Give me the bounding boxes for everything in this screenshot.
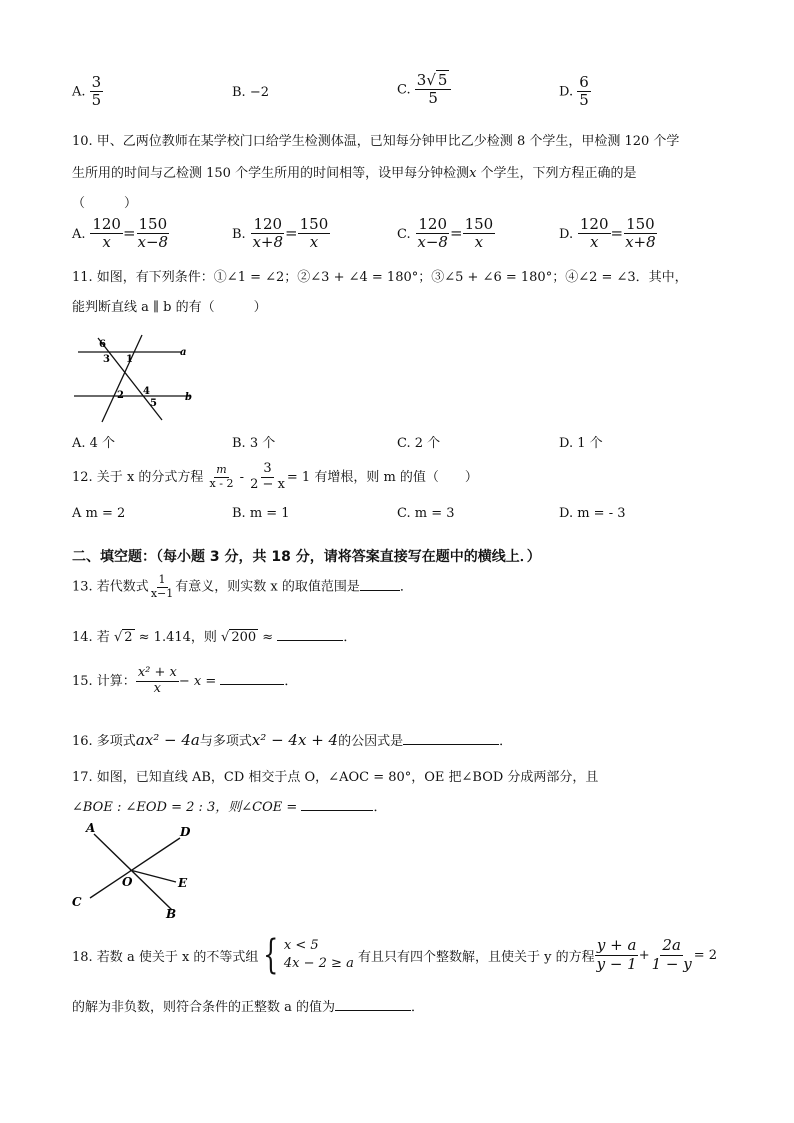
q9-option-d: D. $\frac{6}{5}$ (559, 73, 589, 110)
fig-label-D: D (180, 825, 191, 839)
fig-label-5: 5 (150, 398, 157, 409)
fig-label-1: 1 (126, 354, 133, 365)
fig-label-6: 6 (99, 339, 106, 350)
inequality-system: x < 5 4x − 2 ≥ a (283, 938, 354, 971)
fig-label-B: B (166, 907, 177, 921)
q11-figure (70, 330, 200, 425)
answer-blank (335, 998, 411, 1011)
q10-option-c: C. $\frac{120}{x-8}$ = $\frac{150}{x}$ (397, 215, 494, 252)
answer-blank (403, 732, 499, 745)
q15: 15. 计算： $\frac{\text{x² + x}}{x}$ − x = ． (72, 665, 298, 696)
fig-label-2: 2 (117, 390, 124, 401)
fig-label-a: a (180, 347, 187, 358)
fraction: $\frac{3√ 5}{5}$ (415, 72, 452, 108)
q13: 13. 若代数式 $\frac{1}{x-1}$ 有意义，则实数 x 的取值范围是 ． (72, 573, 413, 600)
answer-blank (360, 578, 400, 591)
q11-line2: 能判断直线 a ∥ b 的有（ ） (72, 300, 267, 315)
q9-option-b: B. −2 (232, 85, 269, 100)
q10-line2: 生所用的时间与乙检测 150 个学生所用的时间相等，设甲每分钟检测x 个学生，下列方程正确的是 (72, 166, 637, 181)
q12-option-c: C. m = 3 (397, 506, 455, 521)
fig-label-3: 3 (103, 354, 110, 365)
q17-line1: 17. 如图，已知直线 AB，CD 相交于点 O，∠AOC = 80°，OE 把∠BOD 分成两部分，且 (72, 770, 599, 785)
q11-line1: 11. 如图，有下列条件：①∠1 = ∠2；②∠3 + ∠4 = 180°；③∠5 + ∠6 = 180°；④∠2 = ∠3．其中， (72, 270, 688, 285)
q12-option-d: D. m = - 3 (559, 506, 626, 521)
fig-label-b: b (185, 392, 192, 403)
q10-paren: （ ） (72, 196, 138, 211)
q10-option-d: D. $\frac{120}{x}$ = $\frac{150}{x+8}$ (559, 215, 656, 252)
answer-blank (277, 628, 343, 641)
q17-figure (68, 818, 208, 926)
fig-label-4: 4 (143, 386, 150, 397)
fraction: $\frac{3}{5}$ (91, 73, 102, 110)
q10-option-a: A. $\frac{120}{x}$ = $\frac{150}{x-8}$ (72, 215, 169, 252)
fig-label-C: C (72, 895, 82, 909)
q11-option-c: C. 2 个 (397, 436, 441, 451)
q11-option-a: A. 4 个 (72, 436, 116, 451)
q9-option-c: C. $\frac{3√ 5}{5}$ (397, 72, 451, 108)
q17-line2: ∠BOE : ∠EOD = 2 : 3，则∠COE = ． (72, 800, 387, 815)
q18-line1: 18. 若数 a 使关于 x 的不等式组 { x < 5 4x − 2 ≥ a 有且只有四个整数解，且使关于 y 的方程 $\frac{y + a}{y - 1}$ + $\frac{2a}{1 - y}$ = 2 (72, 932, 718, 978)
brace: { (263, 932, 279, 978)
section-heading: 二、填空题：（每小题 3 分，共 18 分，请将答案直接写在题中的横线上．） (72, 549, 541, 565)
q14: 14. 若 √ 2 ≈ 1.414，则 √ 200 ≈ ． (72, 630, 357, 645)
q9-option-a: A. $\frac{3}{5}$ (72, 73, 102, 110)
q12-option-b: B. m = 1 (232, 506, 290, 521)
q11-option-d: D. 1 个 (559, 436, 603, 451)
q10-option-b: B. $\frac{120}{x+8}$ = $\frac{150}{x}$ (232, 215, 329, 252)
q12-option-a: A m = 2 (72, 506, 126, 521)
fig-label-E: E (178, 876, 188, 890)
q12-stem: 12. 关于 x 的分式方程 $\frac{m}{x - 2}$ - $\frac{3}{2 - x}$ = 1 有增根，则 m 的值（ ） (72, 461, 478, 492)
fraction: $\frac{6}{5}$ (579, 73, 589, 110)
q11-option-b: B. 3 个 (232, 436, 276, 451)
answer-blank (220, 672, 284, 685)
q10-line1: 10. 甲、乙两位教师在某学校门口给学生检测体温，已知每分钟甲比乙少检测 8 个学生，甲检测 120 个学 (72, 134, 680, 149)
answer-blank (301, 798, 373, 811)
q16: 16. 多项式ax² − 4a与多项式x² − 4x + 4的公因式是 ． (72, 731, 513, 749)
fig-label-O: O (122, 875, 133, 889)
fig-label-A: A (86, 821, 96, 835)
q18-line2: 的解为非负数，则符合条件的正整数 a 的值为 ． (72, 1000, 425, 1015)
